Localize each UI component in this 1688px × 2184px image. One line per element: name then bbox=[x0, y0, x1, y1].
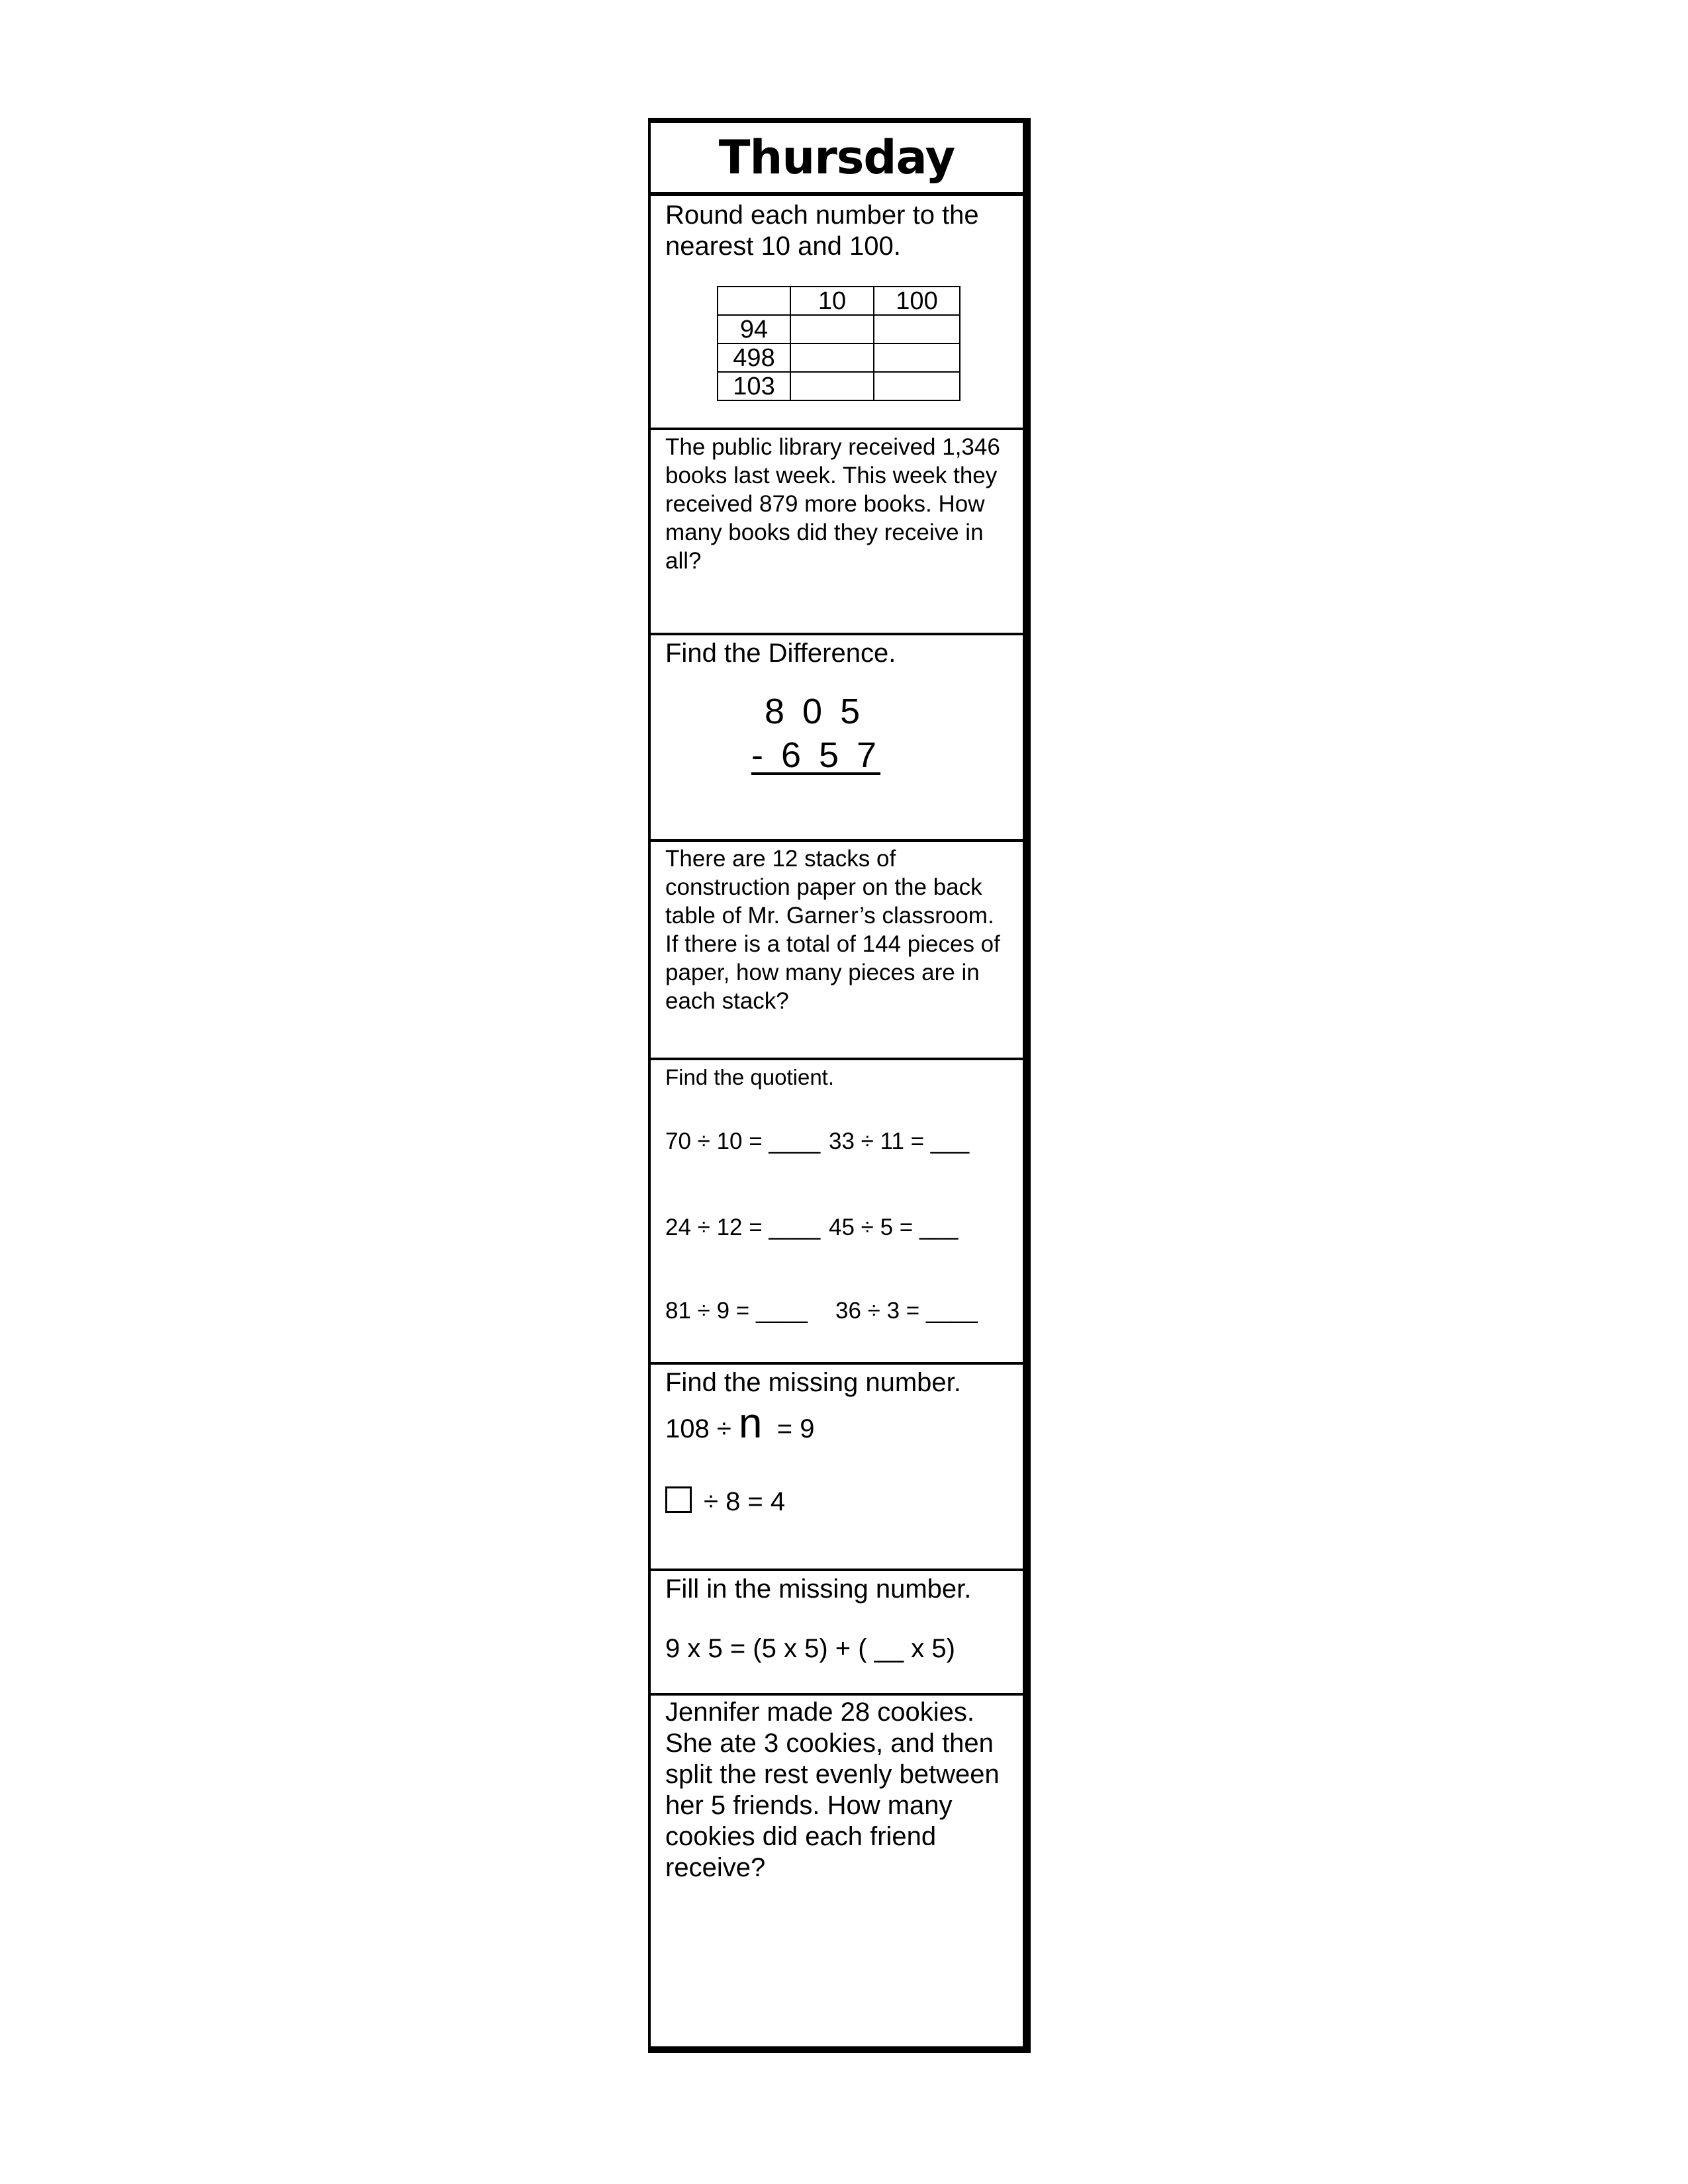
table-cell: 103 bbox=[718, 372, 790, 400]
table-row bbox=[718, 343, 960, 372]
subtrahend: - 6 5 7 bbox=[751, 735, 881, 775]
quotient-problem: 45 ÷ 5 = ___ bbox=[829, 1214, 959, 1240]
missing-instruction: Find the missing number. bbox=[665, 1368, 961, 1397]
rounding-section bbox=[651, 196, 1023, 428]
worksheet-strip bbox=[648, 118, 1031, 2053]
rounding-table bbox=[717, 286, 961, 401]
equation-right: ÷ 8 = 4 bbox=[704, 1487, 786, 1516]
fill-in-section bbox=[651, 1569, 1023, 1696]
cookies-section bbox=[651, 1693, 1023, 2049]
answer-cell[interactable] bbox=[790, 372, 874, 400]
quotient-problem: 24 ÷ 12 = ____ bbox=[665, 1214, 821, 1240]
quotient-instruction: Find the quotient. bbox=[665, 1065, 835, 1089]
equation-right: = 9 bbox=[762, 1414, 815, 1443]
table-row bbox=[718, 315, 960, 343]
quotient-problem: 70 ÷ 10 = ____ bbox=[665, 1128, 821, 1154]
quotient-problem: 36 ÷ 3 = ____ bbox=[835, 1298, 978, 1324]
title-box bbox=[651, 123, 1023, 196]
answer-cell[interactable] bbox=[790, 315, 874, 343]
cookies-problem: Jennifer made 28 cookies. She ate 3 cookies, and then split the rest evenly between her 5 friends. How many cookies did each friend receive? bbox=[665, 1698, 1000, 1882]
missing-equation-1 bbox=[665, 1399, 1011, 1447]
table-header-cell: 10 bbox=[790, 287, 874, 315]
answer-cell[interactable] bbox=[874, 343, 960, 372]
quotient-problem: 81 ÷ 9 = ____ bbox=[665, 1298, 808, 1324]
paper-section bbox=[651, 839, 1023, 1060]
library-section bbox=[651, 428, 1023, 635]
empty-box-icon bbox=[665, 1486, 692, 1513]
table-cell: 94 bbox=[718, 315, 790, 343]
missing-equation-2 bbox=[665, 1486, 1011, 1518]
paper-problem: There are 12 stacks of construction paper on the back table of Mr. Garner’s classroom. If there is a total of 144 pieces of paper, how many pieces are in each stack? bbox=[665, 846, 1000, 1014]
fill-equation: 9 x 5 = (5 x 5) + ( __ x 5) bbox=[665, 1634, 955, 1663]
table-row bbox=[718, 287, 960, 315]
table-row bbox=[718, 372, 960, 400]
difference-instruction: Find the Difference. bbox=[665, 639, 896, 668]
answer-cell[interactable] bbox=[874, 315, 960, 343]
quotient-section bbox=[651, 1058, 1023, 1365]
answer-cell[interactable] bbox=[790, 343, 874, 372]
minuend: 8 0 5 bbox=[765, 692, 865, 731]
rounding-instruction: Round each number to the nearest 10 and 100. bbox=[665, 201, 979, 261]
fill-instruction: Fill in the missing number. bbox=[665, 1574, 972, 1604]
library-problem: The public library received 1,346 books last week. This week they received 879 more books. How many books did they receive in all? bbox=[665, 434, 1000, 574]
page-title: Thursday bbox=[718, 130, 955, 185]
missing-number-section bbox=[651, 1362, 1023, 1571]
equation-left: 108 ÷ bbox=[665, 1414, 739, 1443]
answer-cell[interactable] bbox=[874, 372, 960, 400]
table-header-cell bbox=[718, 287, 790, 315]
variable-n: n bbox=[738, 1399, 763, 1447]
table-cell: 498 bbox=[718, 343, 790, 372]
table-header-cell: 100 bbox=[874, 287, 960, 315]
difference-section bbox=[651, 633, 1023, 842]
quotient-problem: 33 ÷ 11 = ___ bbox=[829, 1128, 970, 1154]
